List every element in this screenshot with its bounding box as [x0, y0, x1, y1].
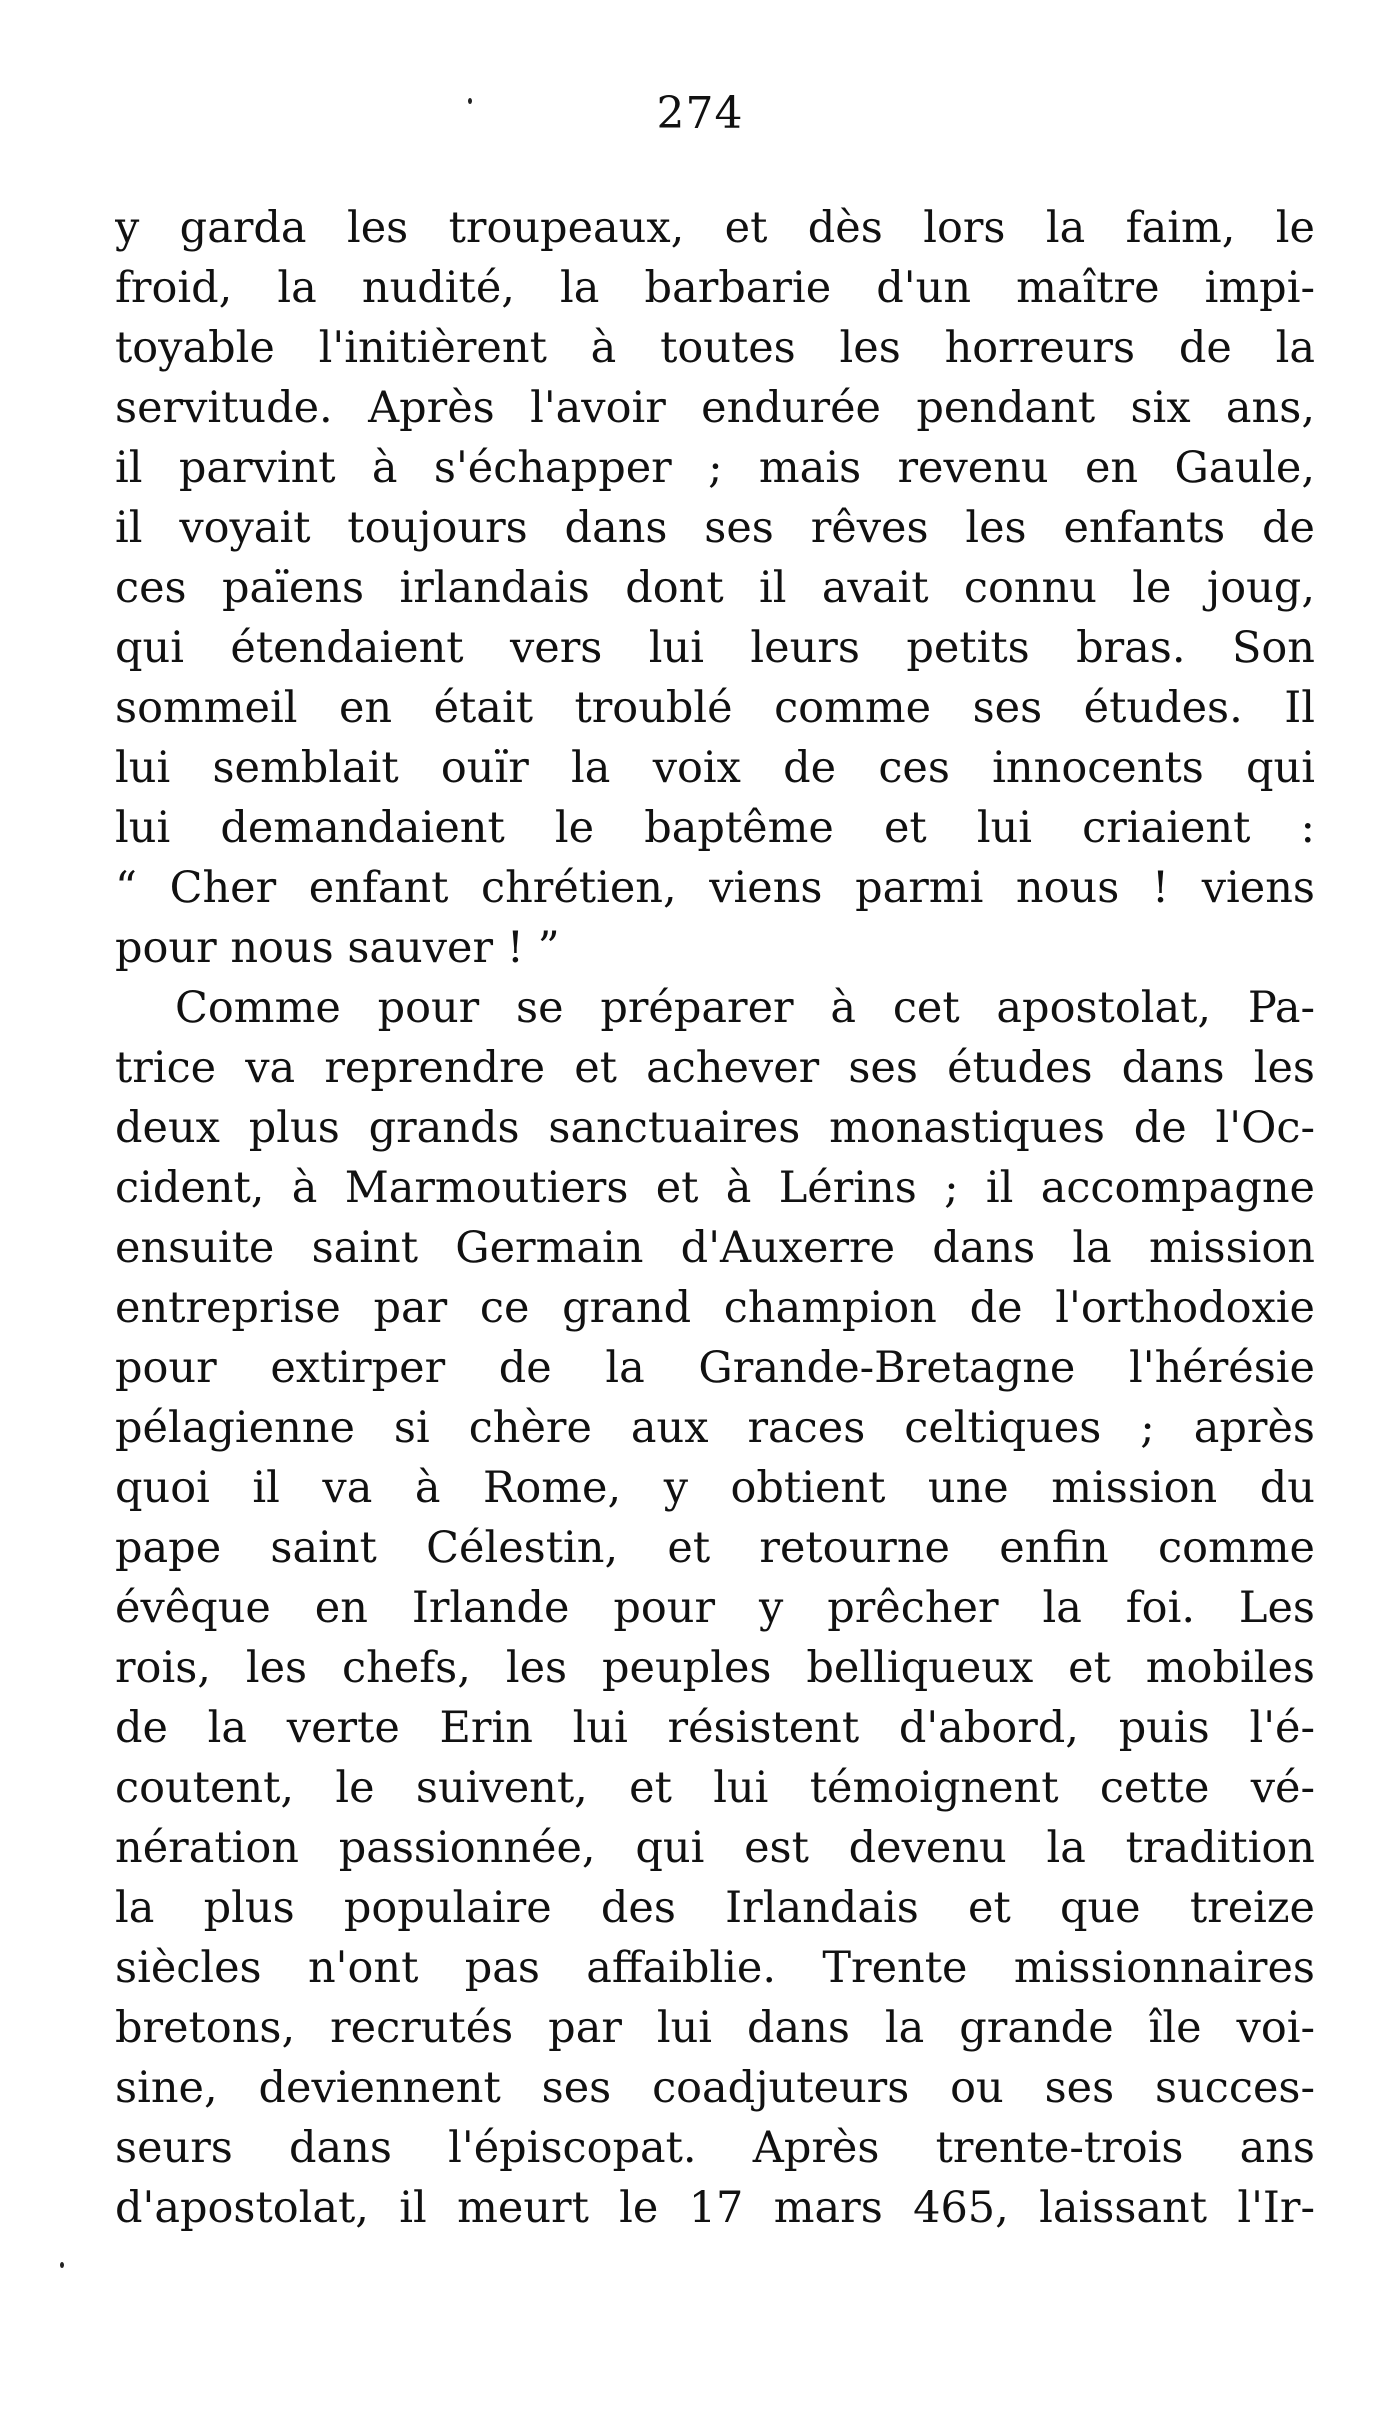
text-line: cident, à Marmoutiers et à Lérins ; il accompagne	[115, 1163, 1315, 1213]
text-line: il parvint à s'échapper ; mais revenu en Gaule,	[115, 443, 1315, 493]
text-line: trice va reprendre et achever ses études dans les	[115, 1043, 1315, 1093]
text-line: de la verte Erin lui résistent d'abord, puis l'é-	[115, 1703, 1315, 1753]
text-line: toyable l'initièrent à toutes les horreurs de la	[115, 323, 1315, 373]
text-line: ces païens irlandais dont il avait connu le joug,	[115, 563, 1315, 613]
scan-speck	[468, 98, 472, 104]
scan-speck	[60, 2262, 64, 2268]
page-number: 274	[656, 88, 744, 139]
text-line: évêque en Irlande pour y prêcher la foi. Les	[115, 1583, 1315, 1633]
text-line: ensuite saint Germain d'Auxerre dans la mission	[115, 1223, 1315, 1273]
text-line: bretons, recrutés par lui dans la grande île voi-	[115, 2003, 1315, 2053]
text-line: “ Cher enfant chrétien, viens parmi nous ! viens	[115, 863, 1315, 913]
text-line: pour extirper de la Grande-Bretagne l'hérésie	[115, 1343, 1315, 1393]
text-line: y garda les troupeaux, et dès lors la faim, le	[115, 203, 1315, 253]
paragraph-start-line: Comme pour se préparer à cet apostolat, Pa-	[175, 983, 1315, 1033]
text-line: la plus populaire des Irlandais et que treize	[115, 1883, 1315, 1933]
text-line: sine, deviennent ses coadjuteurs ou ses succes-	[115, 2063, 1315, 2113]
text-line: coutent, le suivent, et lui témoignent cette vé-	[115, 1763, 1315, 1813]
text-line: nération passionnée, qui est devenu la tradition	[115, 1823, 1315, 1873]
text-line: seurs dans l'épiscopat. Après trente-trois ans	[115, 2123, 1315, 2173]
text-line: froid, la nudité, la barbarie d'un maître impi-	[115, 263, 1315, 313]
text-line: entreprise par ce grand champion de l'orthodoxie	[115, 1283, 1315, 1333]
text-line: lui demandaient le baptême et lui criaient :	[115, 803, 1315, 853]
text-line: d'apostolat, il meurt le 17 mars 465, laissant l'Ir-	[115, 2183, 1315, 2233]
text-line: rois, les chefs, les peuples belliqueux et mobiles	[115, 1643, 1315, 1693]
text-line: sommeil en était troublé comme ses études. Il	[115, 683, 1315, 733]
text-line: qui étendaient vers lui leurs petits bras. Son	[115, 623, 1315, 673]
text-line: servitude. Après l'avoir endurée pendant six ans,	[115, 383, 1315, 433]
text-line: pélagienne si chère aux races celtiques ; après	[115, 1403, 1315, 1453]
text-line: pape saint Célestin, et retourne enfin comme	[115, 1523, 1315, 1573]
text-line: lui semblait ouïr la voix de ces innocents qui	[115, 743, 1315, 793]
text-line: deux plus grands sanctuaires monastiques de l'Oc-	[115, 1103, 1315, 1153]
text-line: quoi il va à Rome, y obtient une mission du	[115, 1463, 1315, 1513]
text-line: siècles n'ont pas affaiblie. Trente missionnaires	[115, 1943, 1315, 1993]
text-line: il voyait toujours dans ses rêves les enfants de	[115, 503, 1315, 553]
body-text	[115, 198, 1315, 2238]
paragraph-end-line: pour nous sauver ! ”	[115, 923, 560, 973]
